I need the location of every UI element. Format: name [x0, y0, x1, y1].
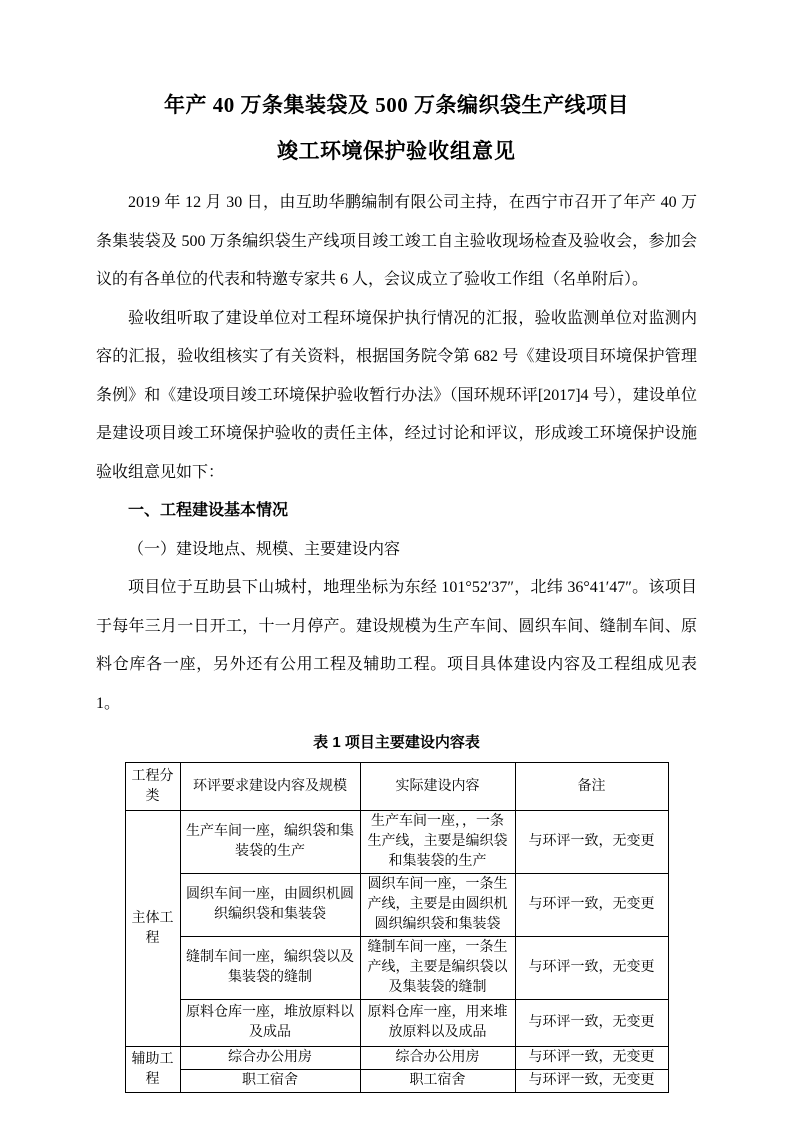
table-row: [125, 874, 668, 937]
section-heading-project-overview: 一、工程建设基本情况: [128, 502, 289, 519]
document-title: 年产 40 万条集装袋及 500 万条编织袋生产线项目: [164, 93, 629, 117]
table-cell-req: 原料仓库一座，堆放原料以及成品: [180, 1000, 360, 1047]
table-cell-req: 职工宿舍: [180, 1070, 360, 1093]
table-row: [125, 1047, 668, 1070]
paragraph-review-basis: 验收组听取了建设单位对工程环境保护执行情况的汇报，验收监测单位对监测内容的汇报，验收组核实了有关资料，根据国务院令第 682 号《建设项目环境保护管理条例》和《建设项目竣工环境保护验收暂行办法》（国环规环评[2017]4 号），建设单位是建设项目竣工环境保护验收的责任主体，经过讨论和评议，形成竣工环境保护设施验收组意见如下：: [96, 309, 697, 481]
subsection-heading-location-scale: （一）建设地点、规模、主要建设内容: [128, 540, 401, 558]
table-caption: 表 1 项目主要建设内容表: [313, 734, 480, 751]
table-cell-note: 与环评一致，无变更: [515, 1047, 668, 1070]
table-row: [125, 811, 668, 874]
table-row: [125, 1070, 668, 1093]
document-subtitle: [96, 136, 697, 167]
table-cell-req: 生产车间一座，编织袋和集装袋的生产: [180, 811, 360, 874]
project-content-table: [125, 762, 669, 1093]
table-cell-actual: 职工宿舍: [360, 1070, 515, 1093]
paragraph-location-content: 项目位于互助县下山城村，地理坐标为东经 101°52′37″，北纬 36°41′47″。该项目于每年三月一日开工，十一月停产。建设规模为生产车间、圆织车间、缝制车间、原料仓库各一座，另外还有公用工程及辅助工程。项目具体建设内容及工程组成见表 1。: [96, 579, 697, 712]
table-cell-note: 与环评一致，无变更: [515, 1070, 668, 1093]
table-cell-req: 综合办公用房: [180, 1047, 360, 1070]
header-cell-actual-content: 实际建设内容: [360, 763, 515, 811]
header-cell-category: 工程分类: [125, 763, 180, 811]
document-subtitle-part2: 验收组意见: [406, 140, 516, 163]
table-cell-actual: 缝制车间一座，一条生产线，主要是编织袋以及集装袋的缝制: [360, 937, 515, 1000]
table-row: [125, 1000, 668, 1047]
paragraph-meeting-intro: 2019 年 12 月 30 日，由互助华鹏编制有限公司主持，在西宁市召开了年产 40 万条集装袋及 500 万条编织袋生产线项目竣工竣工自主验收现场检查及验收会，参加会议的有各单位的代表和特邀专家共 6 人，会议成立了验收工作组（名单附后）。: [96, 194, 697, 288]
table-cell-actual: 综合办公用房: [360, 1047, 515, 1070]
table-cell-actual: 生产车间一座，，一条生产线，主要是编织袋和集装袋的生产: [360, 811, 515, 874]
table-cell-note: 与环评一致，无变更: [515, 874, 668, 937]
table-cell-note: 与环评一致，无变更: [515, 811, 668, 874]
document-subtitle-part1: 竣工环境保护: [277, 139, 406, 163]
table-cell-note: 与环评一致，无变更: [515, 1000, 668, 1047]
table-cell-req: 圆织车间一座，由圆织机圆织编织袋和集装袋: [180, 874, 360, 937]
header-cell-eia-requirement: 环评要求建设内容及规模: [180, 763, 360, 811]
table-cell-actual: 原料仓库一座，用来堆放原料以及成品: [360, 1000, 515, 1047]
table-header-row: [125, 763, 668, 811]
category-cell-main-works: 主体工程: [125, 811, 180, 1047]
table-row: [125, 937, 668, 1000]
table-cell-actual: 圆织车间一座，一条生产线，主要是由圆织机圆织编织袋和集装袋: [360, 874, 515, 937]
table-cell-req: 缝制车间一座，编织袋以及集装袋的缝制: [180, 937, 360, 1000]
category-cell-auxiliary-works: 辅助工程: [125, 1047, 180, 1093]
table-cell-note: 与环评一致，无变更: [515, 937, 668, 1000]
header-cell-remark: 备注: [515, 763, 668, 811]
